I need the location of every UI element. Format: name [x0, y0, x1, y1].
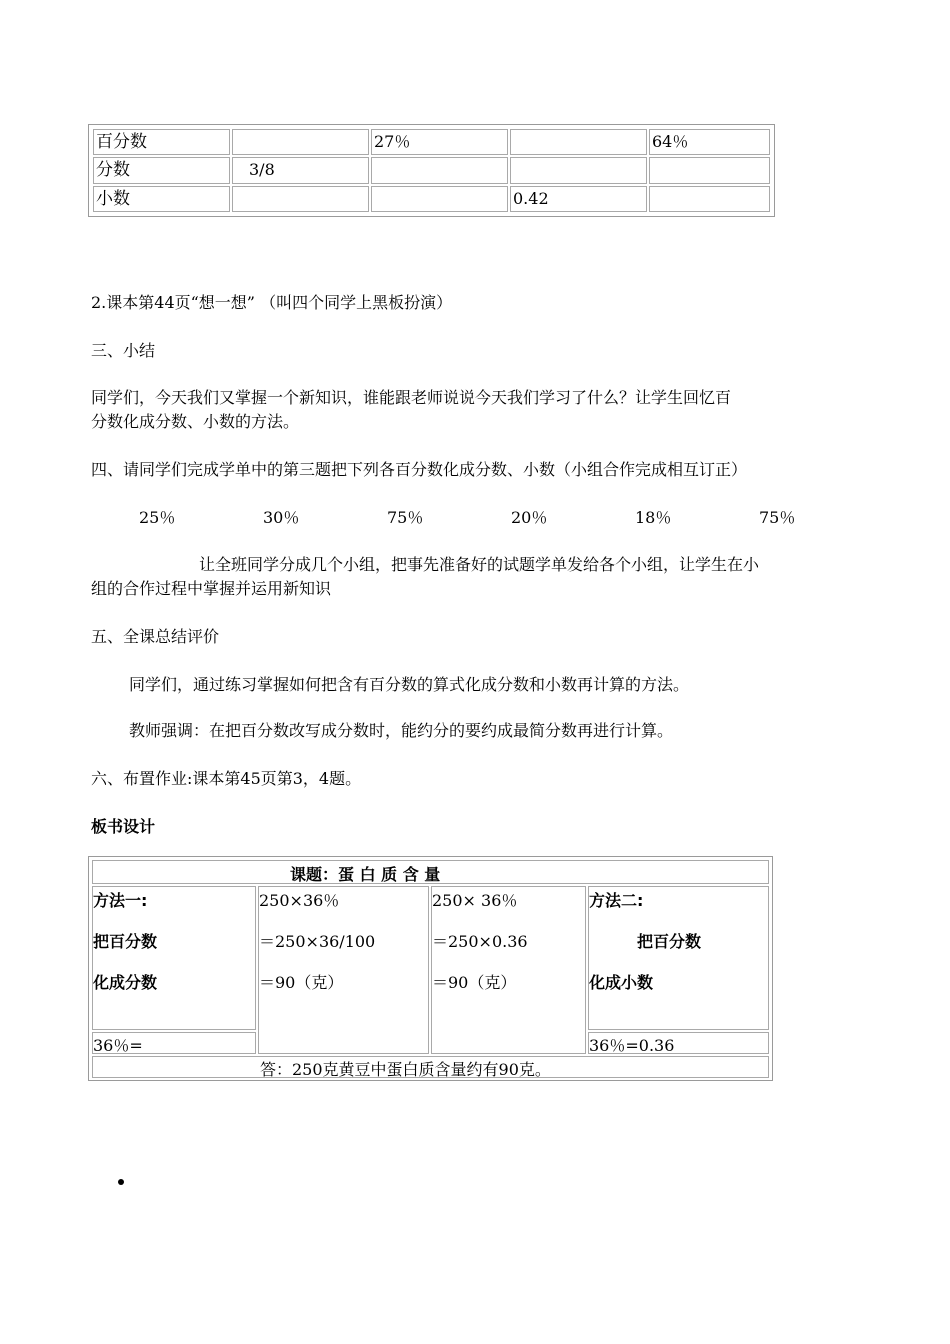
row-label: 小数: [93, 186, 230, 212]
table-cell: 3/8: [232, 157, 369, 183]
list-bullet: [118, 1179, 124, 1185]
calc1-line1: 250×36％: [259, 891, 340, 910]
method1-bottom: 36％=: [93, 1036, 143, 1055]
method1-line1: 把百分数: [93, 932, 158, 951]
method1-line2: 化成分数: [93, 973, 158, 992]
heading-evaluation: 五、全课总结评价: [91, 627, 220, 646]
row-label: 分数: [93, 157, 230, 183]
paragraph-summary-line1: 同学们，今天我们又掌握一个新知识，谁能跟老师说说今天我们学习了什么？让学生回忆百: [91, 388, 732, 407]
board-design-table: [88, 856, 773, 1081]
board-title-cell: [92, 860, 769, 884]
method2-bottom-cell: [588, 1032, 769, 1054]
heading-homework: 六、布置作业:课本第45页第3，4题。: [91, 769, 362, 788]
heading-summary: 三、小结: [91, 341, 156, 360]
paragraph-practice: 2.课本第44页“想一想” （叫四个同学上黑板扮演）: [91, 293, 453, 312]
method1-bottom-cell: [92, 1032, 256, 1054]
table-cell: 64％: [649, 129, 770, 155]
paragraph-group-line1: 让全班同学分成几个小组，把事先准备好的试题学单发给各个小组，让学生在小: [199, 555, 760, 574]
method2-line1: 把百分数: [637, 932, 702, 951]
percent-item: 75％: [759, 508, 796, 527]
method2-cell: [588, 886, 769, 1030]
table-cell: [649, 157, 770, 183]
calc2-line2: ＝250×0.36: [432, 932, 528, 951]
paragraph-emphasis: 教师强调：在把百分数改写成分数时，能约分的要约成最简分数再进行计算。: [129, 721, 674, 740]
table-row: [93, 157, 770, 183]
calc1-line2: ＝250×36/100: [259, 932, 376, 951]
method2-line2: 化成小数: [589, 973, 654, 992]
calc2-cell: [431, 886, 586, 1054]
table-row: [93, 129, 770, 155]
heading-board-design: 板书设计: [91, 817, 156, 836]
paragraph-group-line2: 组的合作过程中掌握并运用新知识: [91, 579, 332, 598]
percent-item: 75％: [387, 508, 424, 527]
board-title: 课题：蛋 白 质 含 量: [290, 865, 441, 884]
method1-title: 方法一:: [93, 891, 148, 910]
method1-cell: [92, 886, 256, 1030]
method2-bottom: 36％=0.36: [589, 1036, 675, 1055]
table-cell: [649, 186, 770, 212]
table-cell: [510, 129, 647, 155]
percent-item: 25％: [139, 508, 176, 527]
calc1-cell: [258, 886, 429, 1054]
heading-exercise: 四、请同学们完成学单中的第三题把下列各百分数化成分数、小数（小组合作完成相互订正）: [91, 460, 748, 479]
conversion-table: [88, 124, 775, 217]
percent-item: 18％: [635, 508, 672, 527]
table-row: [93, 186, 770, 212]
table-cell: [510, 157, 647, 183]
calc2-line1: 250× 36％: [432, 891, 518, 910]
table-cell: [371, 157, 508, 183]
table-cell: [232, 186, 369, 212]
percent-item: 20％: [511, 508, 548, 527]
table-cell: [232, 129, 369, 155]
answer-cell: [92, 1056, 769, 1078]
percent-item: 30％: [263, 508, 300, 527]
paragraph-evaluation: 同学们，通过练习掌握如何把含有百分数的算式化成分数和小数再计算的方法。: [129, 675, 690, 694]
calc1-line3: ＝90（克）: [259, 973, 344, 992]
row-label: 百分数: [93, 129, 230, 155]
paragraph-summary-line2: 分数化成分数、小数的方法。: [91, 412, 300, 431]
method2-title: 方法二:: [589, 891, 644, 910]
table-cell: 27％: [371, 129, 508, 155]
table-cell: [371, 186, 508, 212]
table-cell: 0.42: [510, 186, 647, 212]
answer-text: 答：250克黄豆中蛋白质含量约有90克。: [260, 1060, 551, 1079]
calc2-line3: ＝90（克）: [432, 973, 517, 992]
